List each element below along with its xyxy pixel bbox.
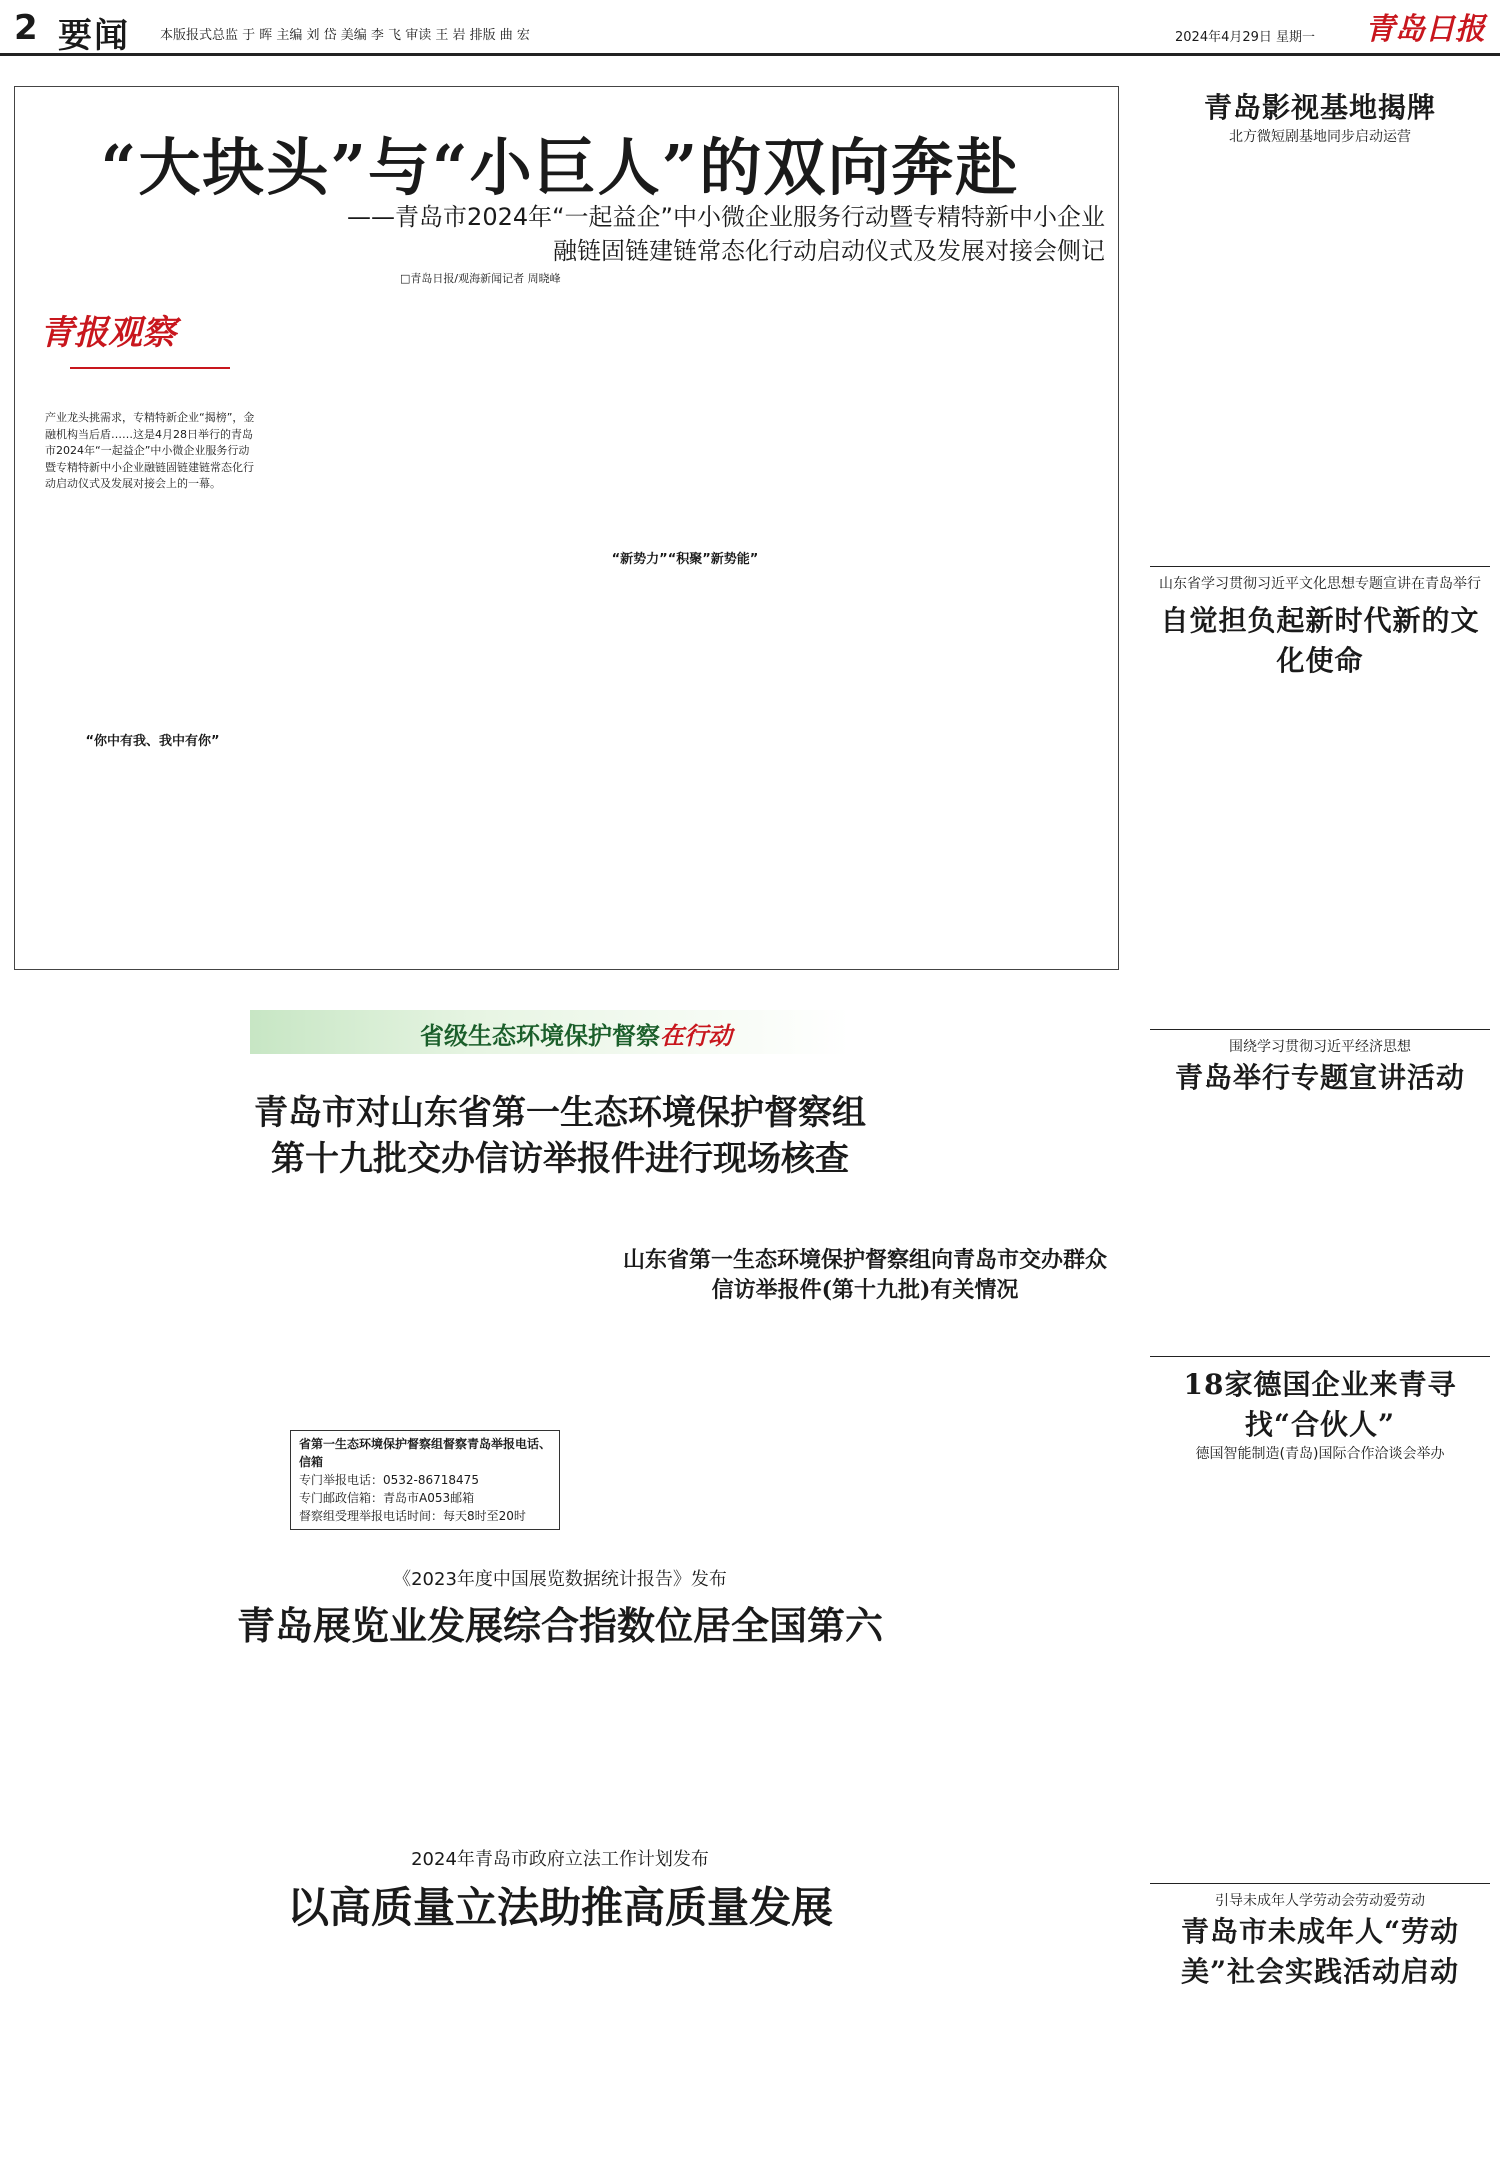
legis-headline: 以高质量立法助推高质量发展 [286, 1883, 833, 1932]
lead-headline: “大块头”与“小巨人”的双向奔赴 [100, 131, 1020, 204]
expo-headline: 青岛展览业发展综合指数位居全国第六 [236, 1603, 883, 1648]
eco-hotline-box: 省第一生态环境保护督察组督察青岛举报电话、信箱 专门举报电话：0532-86718475 专门邮政信箱：青岛市A053邮箱 督察组受理举报电话时间：每天8时至20时 [290, 1430, 560, 1530]
section-name: 要闻 [58, 16, 130, 56]
story2-kicker: 山东省学习贯彻习近平文化思想专题宣讲在青岛举行 [1159, 576, 1481, 592]
date-line: 2024年4月29日 星期一 [1175, 30, 1316, 45]
column-badge: 青报观察 [40, 305, 240, 377]
story5-title: 青岛市未成年人“劳动美”社会实践活动启动 [1180, 1915, 1460, 1988]
lead-byline: □青岛日报/观海新闻记者 周晓峰 [400, 272, 561, 285]
masthead [0, 0, 1500, 56]
story1-title: 青岛影视基地揭牌 [1203, 91, 1436, 124]
page-number: 2 [14, 8, 38, 48]
eco-headline: 青岛市对山东省第一生态环境保护督察组 第十九批交办信访举报件进行现场核查 [254, 1093, 866, 1179]
expo-kicker: 《2023年度中国展览数据统计报告》发布 [393, 1569, 727, 1590]
right-column [1150, 86, 1490, 1990]
eco-banner: 省级生态环境保护督察在行动 [250, 1010, 850, 1054]
story3-kicker: 围绕学习贯彻习近平经济思想 [1229, 1039, 1411, 1055]
story5-kicker: 引导未成年人学劳动会劳动爱劳动 [1215, 1893, 1425, 1909]
story1-subtitle: 北方微短剧基地同步启动运营 [1229, 129, 1411, 145]
newspaper-logo: 青岛日报 [1365, 12, 1485, 47]
staff-line: 本版报式总监 于 晖 主编 刘 岱 美编 李 飞 审读 王 岩 排版 曲 宏 [160, 28, 530, 43]
story3-title: 青岛举行专题宣讲活动 [1174, 1061, 1465, 1094]
lead-subhead-2: “新势力”“积聚”新势能” [611, 552, 759, 567]
lead-subheadline: ——青岛市2024年“一起益企”中小微企业服务行动暨专精特新中小企业 融链固链建链常态化行动启动仪式及发展对接会侧记 [347, 203, 1105, 265]
legis-kicker: 2024年青岛市政府立法工作计划发布 [411, 1849, 709, 1870]
lead-subhead-1: “你中有我、我中有你” [85, 734, 220, 749]
story4-subtitle: 德国智能制造(青岛)国际合作洽谈会举办 [1195, 1446, 1445, 1462]
eco-side-headline: 山东省第一生态环境保护督察组向青岛市交办群众信访举报件(第十九批)有关情况 [622, 1247, 1107, 1303]
lead-editorial: 产业龙头挑需求，专精特新企业“揭榜”，金融机构当后盾……这是4月28日举行的青岛市2024年“一起益企”中小微企业服务行动暨专精特新中小企业融链固链建链常态化行动启动仪式及发展对接会上的一幕。 [45, 411, 255, 490]
story2-title: 自觉担负起新时代新的文化使命 [1160, 604, 1480, 677]
story4-title: 18家德国企业来青寻找“合伙人” [1183, 1368, 1457, 1441]
